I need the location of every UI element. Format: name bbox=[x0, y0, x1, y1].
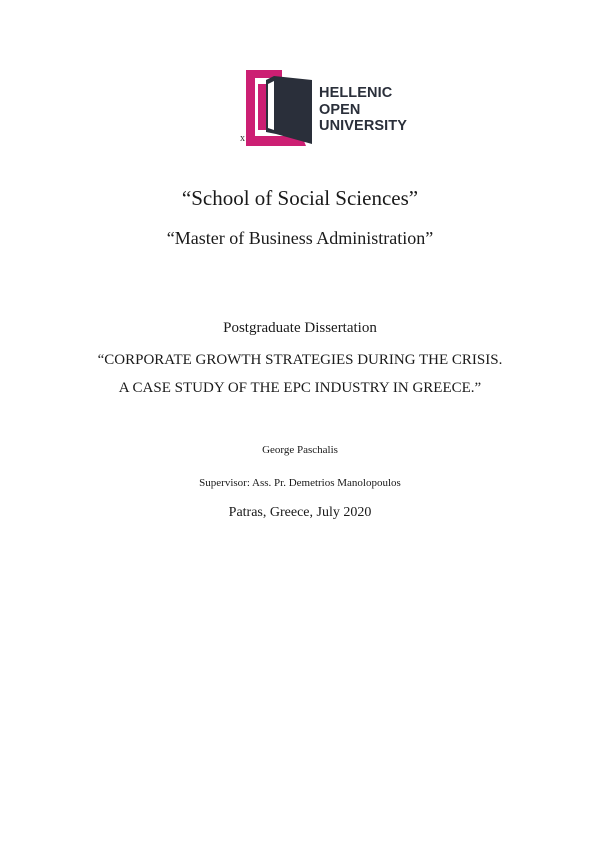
program-heading: “Master of Business Administration” bbox=[166, 228, 434, 248]
stray-mark: x bbox=[240, 133, 245, 144]
supervisor-line: Supervisor: Ass. Pr. Demetrios Manolopoulos bbox=[199, 477, 401, 489]
author-name: George Paschalis bbox=[262, 444, 338, 456]
document-type: Postgraduate Dissertation bbox=[223, 320, 377, 336]
school-heading: “School of Social Sciences” bbox=[181, 186, 419, 210]
logo-wordmark bbox=[319, 85, 407, 135]
logo-line-1: HELLENIC bbox=[319, 85, 393, 101]
dissertation-title-line-1: “CORPORATE GROWTH STRATEGIES DURING THE CRISIS. bbox=[97, 352, 503, 368]
logo-book-icon bbox=[246, 70, 318, 146]
dissertation-title-line-2: A CASE STUDY OF THE EPC INDUSTRY IN GREECE.” bbox=[118, 380, 482, 396]
logo-line-2: OPEN bbox=[319, 101, 361, 118]
logo-line-3: UNIVERSITY bbox=[319, 118, 408, 134]
place-date: Patras, Greece, July 2020 bbox=[228, 505, 372, 520]
university-logo bbox=[246, 70, 416, 146]
